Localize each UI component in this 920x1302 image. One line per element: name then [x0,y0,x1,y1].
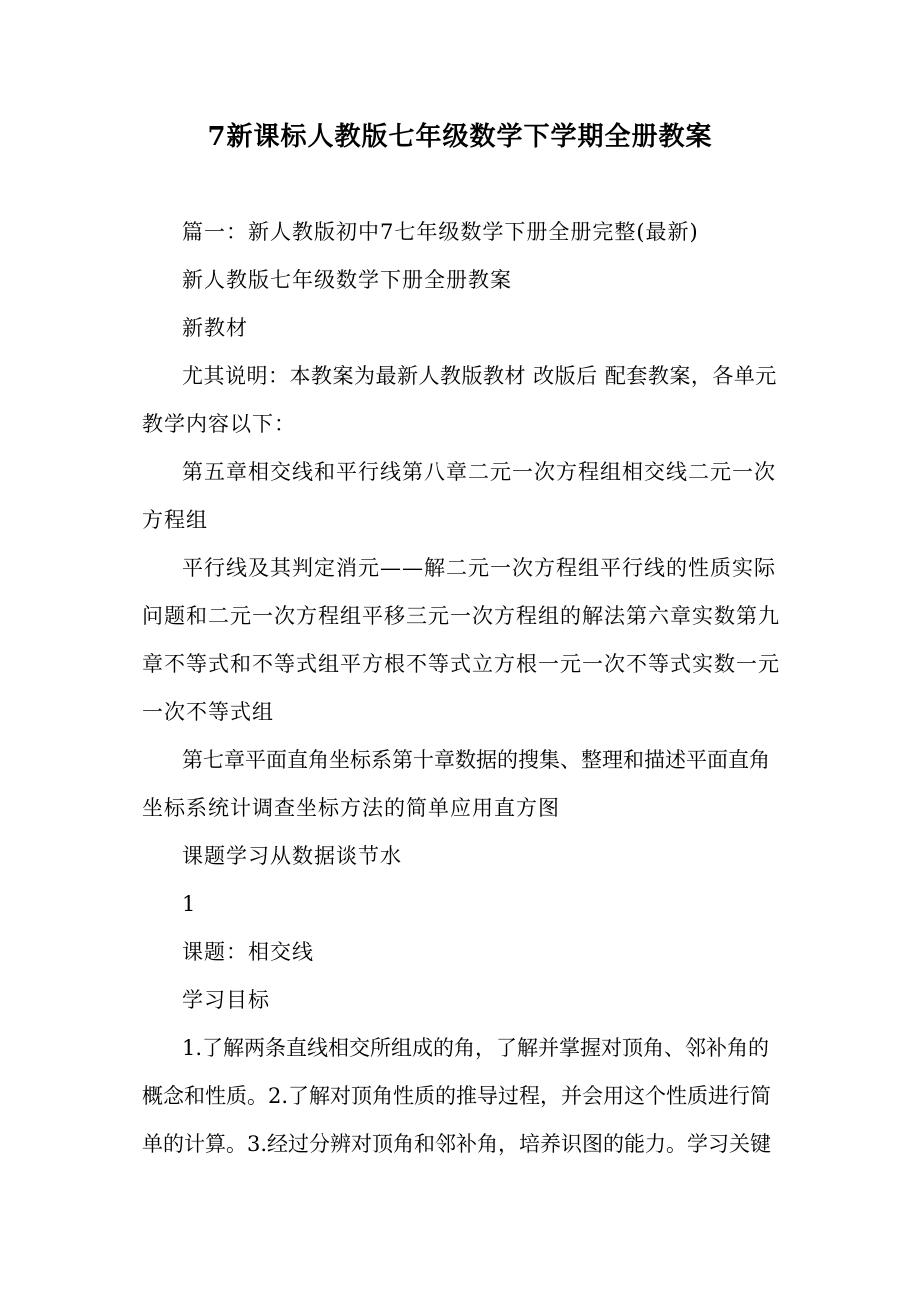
paragraph [142,736,782,832]
text-line: 课题学习从数据谈节水 [182,844,402,868]
paragraph [142,208,782,256]
text-line: 篇一：新人教版初中7七年级数学下册全册完整(最新) [182,220,699,244]
text-line: 1.了解两条直线相交所组成的角，了解并掌握对顶角、邻补角的 [182,1036,770,1060]
text-line: 新教材 [182,316,248,340]
text-line: 平行线及其判定消元——解二元一次方程组平行线的性质实际 [182,556,776,580]
text-line: 课题：相交线 [182,940,314,964]
paragraph [142,832,782,880]
text-line: 教学内容以下： [142,412,296,436]
text-line: 1 [182,892,197,916]
document-body [142,208,782,1168]
paragraph [142,304,782,352]
text-line: 一次不等式组 [142,700,274,724]
text-line: 学习目标 [182,988,270,1012]
paragraph [142,256,782,304]
text-line: 单的计算。3.经过分辨对顶角和邻补角，培养识图的能力。学习关键 [142,1132,772,1156]
paragraph [142,352,782,448]
paragraph [142,928,782,976]
text-line: 坐标系统计调查坐标方法的简单应用直方图 [142,796,560,820]
paragraph [142,1024,782,1168]
text-line: 问题和二元一次方程组平移三元一次方程组的解法第六章实数第九 [142,604,780,628]
text-line: 方程组 [142,508,208,532]
paragraph [142,976,782,1024]
text-line: 第七章平面直角坐标系第十章数据的搜集、整理和描述平面直角 [182,748,770,772]
text-line: 尤其说明：本教案为最新人教版教材 改版后 配套教案，各单元 [182,364,777,388]
paragraph [142,544,782,736]
paragraph [142,880,782,928]
text-line: 章不等式和不等式组平方根不等式立方根一元一次不等式实数一元 [142,652,780,676]
text-line: 第五章相交线和平行线第八章二元一次方程组相交线二元一次 [182,460,776,484]
text-line: 概念和性质。2.了解对顶角性质的推导过程，并会用这个性质进行简 [142,1084,772,1108]
text-line: 新人教版七年级数学下册全册教案 [182,268,512,292]
paragraph [142,448,782,544]
document-title: 7新课标人教版七年级数学下学期全册教案 [207,122,713,152]
